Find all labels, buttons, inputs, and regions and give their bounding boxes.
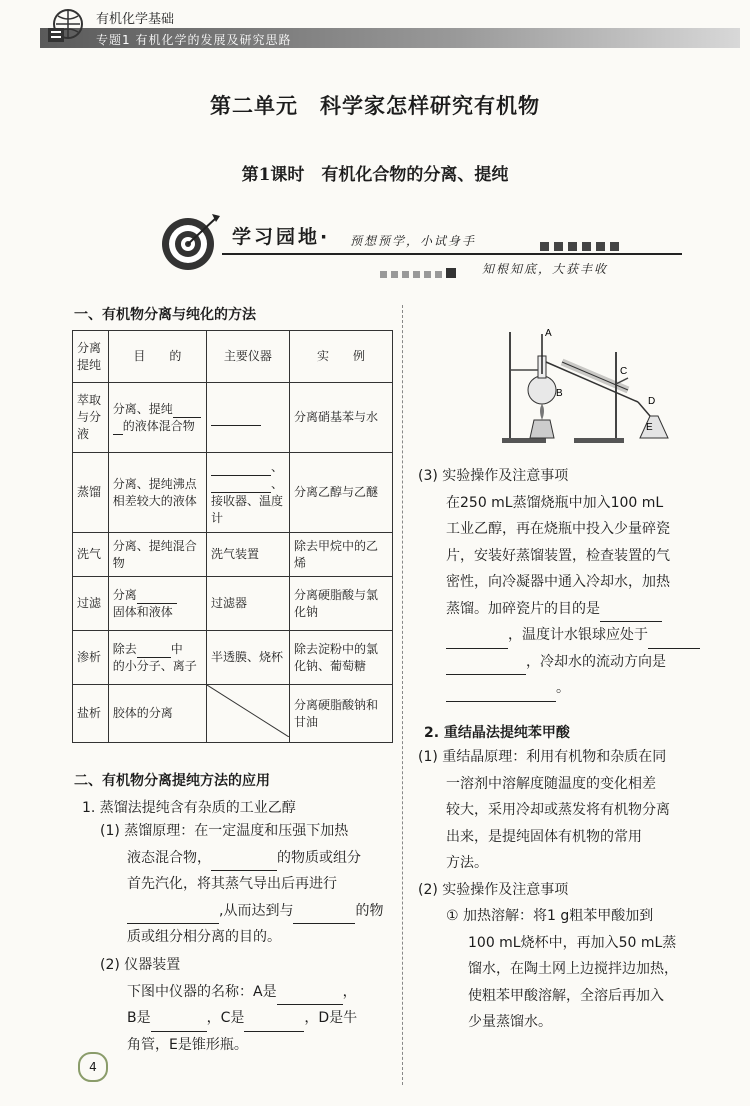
example-cell: 分离硬脂酸与氯化钠 (289, 577, 392, 631)
fill-blank (211, 478, 271, 493)
apparatus-text: 、接收器、温度计 (210, 476, 283, 525)
text-span: ，冷却水的流动方向是 (526, 653, 666, 670)
diagonal-line (207, 685, 289, 737)
fill-blank (446, 634, 508, 649)
purpose-text: 的液体混合物 (122, 418, 195, 433)
text-line: 出来，是提纯固体有机物的常用 (446, 828, 642, 845)
page-number: 4 (78, 1052, 108, 1082)
table-row (73, 631, 393, 685)
text-line (418, 649, 718, 676)
fill-blank (211, 411, 261, 426)
apparatus-cell: 洗气装置 (206, 533, 289, 577)
text-line: 片，安装好蒸馏装置，检查装置的气 (446, 547, 670, 564)
distill-principle (100, 818, 390, 951)
target-icon (160, 212, 222, 272)
apparatus-cell (206, 685, 289, 743)
book-title: 有机化学基础 (96, 12, 175, 27)
fill-blank (211, 856, 277, 871)
fill-blank (277, 990, 343, 1005)
fill-blank (600, 607, 662, 622)
text-line: (1) 蒸馏原理：在一定温度和压强下加热 (100, 823, 349, 839)
text-span: B是 (127, 1010, 151, 1026)
purpose-cell: 分离、提纯沸点相差较大的液体 (108, 453, 206, 533)
method-cell: 过滤 (73, 577, 109, 631)
label-A: A (545, 328, 552, 339)
sub1-title: 1. 蒸馏法提纯含有杂质的工业乙醇 (82, 800, 296, 816)
purpose-cell (108, 383, 206, 453)
text-span: 的物质或组分 (277, 849, 361, 866)
lesson-title: 第1课时 有机化合物的分离、提纯 (241, 165, 509, 185)
table-row (73, 383, 393, 453)
text-line: 在250 mL蒸馏烧瓶中加入100 mL (446, 494, 664, 511)
table-row (73, 533, 393, 577)
fill-blank (113, 420, 123, 435)
fill-blank (127, 909, 219, 924)
text-line (100, 898, 390, 925)
purpose-text: 除去 (112, 641, 137, 656)
example-cell: 除去淀粉中的氯化钠、葡萄糖 (289, 631, 392, 685)
example-cell: 分离硝基苯与水 (289, 383, 392, 453)
banner-title: 学习园地· (232, 226, 331, 248)
apparatus-cell: 半透膜、烧杯 (206, 631, 289, 685)
fill-blank (137, 643, 171, 658)
purpose-text: 分离、提纯 (112, 401, 173, 416)
label-C: C (620, 366, 628, 377)
purpose-cell (108, 577, 206, 631)
text-line: 质或组分相分离的目的。 (127, 929, 281, 945)
text-span: ，D是牛 (304, 1010, 358, 1026)
example-cell: 分离乙醇与乙醚 (289, 453, 392, 533)
label-D: D (648, 396, 656, 407)
table-header-row (73, 331, 393, 383)
column-divider (402, 305, 404, 1085)
text-line: ① 加热溶解：将1 g粗苯甲酸加到 (446, 908, 654, 924)
fill-blank (173, 403, 201, 418)
text-line: 一溶剂中溶解度随温度的变化相差 (446, 775, 656, 792)
text-line (418, 622, 718, 649)
text-span: 的物 (355, 902, 384, 919)
text-line (100, 845, 390, 872)
text-span: ，温度计水银球应处于 (508, 627, 648, 643)
text-line (418, 675, 718, 702)
table-header: 分离提纯 (73, 331, 109, 383)
recrystallization-text (418, 744, 718, 1036)
text-span: ，C是 (206, 1010, 245, 1026)
operations-text (418, 463, 718, 702)
purpose-cell: 分离、提纯混合物 (108, 533, 206, 577)
method-cell: 蒸馏 (73, 453, 109, 533)
purpose-cell (108, 631, 206, 685)
apparatus-cell (206, 383, 289, 453)
unit-title: 第二单元 科学家怎样研究有机物 (210, 93, 540, 118)
purpose-text: 的小分子、离子 (112, 658, 197, 673)
distillation-apparatus-diagram (500, 312, 680, 452)
method-cell: 盐析 (73, 685, 109, 743)
text-line: (2) 仪器装置 (100, 957, 181, 973)
text-line (418, 596, 718, 623)
text-span: 下图中仪器的名称：A是 (127, 983, 277, 1000)
table-header: 主要仪器 (206, 331, 289, 383)
label-B: B (556, 388, 563, 399)
text-line: 100 mL烧杯中，再加入50 mL蒸 (468, 934, 677, 951)
apparatus-cell (206, 453, 289, 533)
text-line (100, 979, 390, 1006)
text-line: (2) 实验操作及注意事项 (418, 881, 569, 898)
section2-title: 二、有机物分离提纯方法的应用 (74, 773, 270, 789)
text-line: 角管，E是锥形瓶。 (127, 1036, 248, 1053)
apparatus-text (100, 952, 390, 1058)
book-logo-icon (46, 6, 86, 46)
fill-blank (244, 1017, 304, 1032)
table-header: 实 例 (289, 331, 392, 383)
sub2-title: 2. 重结晶法提纯苯甲酸 (424, 725, 570, 741)
text-span: 液态混合物， (127, 849, 211, 866)
section1-title: 一、有机物分离与纯化的方法 (74, 307, 256, 323)
purpose-text: 分离 (112, 587, 137, 602)
fill-blank (446, 660, 526, 675)
banner-line (222, 253, 682, 255)
method-cell: 萃取与分液 (73, 383, 109, 453)
table-row (73, 577, 393, 631)
fill-blank (211, 461, 271, 476)
text-line: 使粗苯甲酸溶解，全溶后再加入 (468, 987, 664, 1004)
purpose-text: 固体和液体 (112, 604, 173, 619)
separation-table (72, 330, 393, 743)
apparatus-text: 、 (270, 459, 283, 474)
banner-slogan-1: 预想预学，小试身手 (350, 234, 477, 248)
example-cell: 分离硬脂酸钠和甘油 (289, 685, 392, 743)
table-row (73, 453, 393, 533)
table-row (73, 685, 393, 743)
text-line (100, 1005, 390, 1032)
example-cell: 除去甲烷中的乙烯 (289, 533, 392, 577)
apparatus-cell: 过滤器 (206, 577, 289, 631)
fill-blank (151, 1017, 207, 1032)
text-line: 工业乙醇，再在烧瓶中投入少量碎瓷 (446, 521, 670, 537)
text-line: 少量蒸馏水。 (468, 1014, 552, 1030)
banner-slogan-2: 知根知底，大获丰收 (482, 262, 609, 276)
text-line: (1) 重结晶原理：利用有机物和杂质在同 (418, 749, 667, 765)
purpose-text: 中 (170, 641, 183, 656)
fill-blank (293, 909, 355, 924)
table-header: 目 的 (108, 331, 206, 383)
method-cell: 洗气 (73, 533, 109, 577)
text-line: (3) 实验操作及注意事项 (418, 468, 569, 484)
text-span: 蒸馏。加碎瓷片的目的是 (446, 600, 600, 617)
text-line: 较大，采用冷却或蒸发将有机物分离 (446, 802, 670, 818)
text-line: 方法。 (446, 855, 488, 871)
label-E: E (646, 422, 653, 433)
text-span: ,从而达到与 (219, 902, 294, 919)
text-span: 。 (556, 680, 570, 696)
text-line: 馏水，在陶土网上边搅拌边加热， (468, 961, 678, 977)
text-span: ， (342, 983, 357, 1000)
fill-blank (648, 634, 700, 649)
purpose-cell: 胶体的分离 (108, 685, 206, 743)
fill-blank (137, 589, 177, 604)
topic-line: 专题1 有机化学的发展及研究思路 (96, 33, 292, 47)
banner-squares-2 (380, 263, 460, 282)
method-cell: 渗析 (73, 631, 109, 685)
text-line: 首先汽化，将其蒸气导出后再进行 (127, 876, 337, 892)
fill-blank (446, 687, 556, 702)
text-line: 密性，向冷凝器中通入冷却水，加热 (446, 574, 670, 590)
